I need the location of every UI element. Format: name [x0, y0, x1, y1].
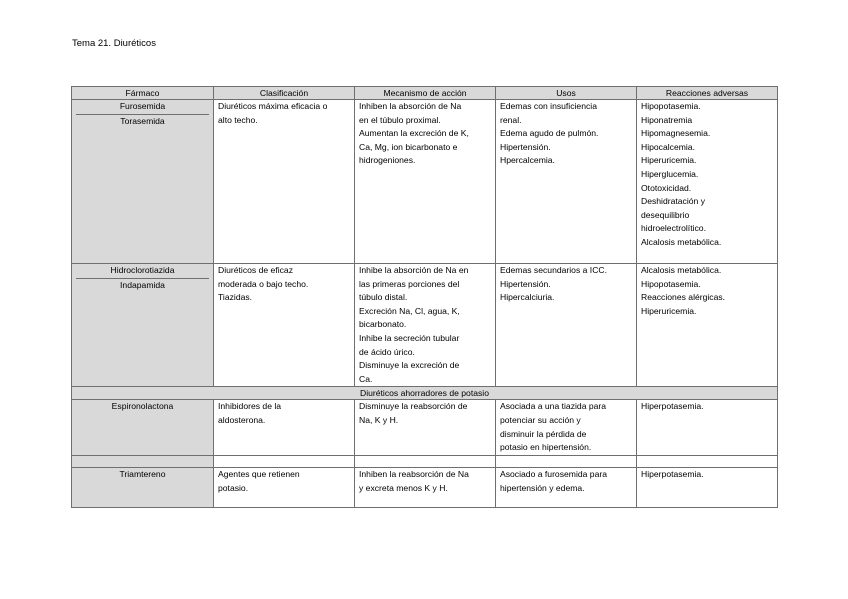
text-line: potasio en hipertensión.	[500, 442, 592, 453]
text-line: Na, K y H.	[359, 414, 399, 425]
clasificacion-cell	[214, 100, 355, 264]
header-reacciones: Reacciones adversas	[637, 87, 778, 100]
drug-cell	[72, 400, 214, 456]
text-line: potenciar su acción y	[500, 414, 581, 425]
table-row	[72, 468, 778, 508]
text-line: las primeras porciones del	[359, 278, 460, 289]
spacer-row	[72, 456, 778, 468]
text-line: Reacciones alérgicas.	[641, 292, 726, 303]
empty-cell	[214, 456, 355, 468]
text-line: Inhibe la absorción de Na en	[359, 265, 469, 275]
usos-cell	[496, 100, 637, 264]
text-line: Hpercalcemia.	[500, 155, 555, 166]
text-line: disminuir la pérdida de	[500, 428, 587, 439]
clasificacion-cell	[214, 264, 355, 387]
text-line: Diuréticos máxima eficacia o	[218, 101, 328, 111]
reacciones-cell	[637, 264, 778, 387]
text-line: bicarbonato.	[359, 319, 407, 330]
text-line: alto techo.	[218, 114, 258, 125]
mecanismo-cell	[355, 264, 496, 387]
drug-cell	[72, 456, 214, 468]
text-line: Hipertensión.	[500, 141, 551, 152]
text-line: de ácido úrico.	[359, 346, 415, 357]
reacciones-cell	[637, 400, 778, 456]
usos-cell	[496, 468, 637, 508]
text-line: Hipocalcemia.	[641, 141, 695, 152]
text-line: Hipomagnesemia.	[641, 128, 711, 139]
text-line: Ca.	[359, 373, 373, 384]
text-line: en el túbulo proximal.	[359, 114, 441, 125]
text-line: y excreta menos K y H.	[359, 482, 448, 493]
text-line: Asociada a una tiazida para	[500, 401, 607, 412]
text-line: Edemas con insuficiencia	[500, 101, 597, 111]
text-line: Diuréticos de eficaz	[218, 265, 293, 275]
drug-cell	[72, 468, 214, 508]
mecanismo-cell	[355, 400, 496, 456]
text-line: Tiazidas.	[218, 292, 253, 303]
text-line: Hiperpotasemia.	[641, 401, 704, 412]
header-clasificacion: Clasificación	[214, 87, 355, 100]
reacciones-cell	[637, 468, 778, 508]
header-mecanismo: Mecanismo de acción	[355, 87, 496, 100]
table-row	[72, 100, 778, 264]
diuretics-table	[71, 86, 778, 508]
header-row	[72, 87, 778, 100]
text-line: Excreción Na, Cl, agua, K,	[359, 305, 460, 316]
drug-name: Hidroclorotiazida	[76, 264, 209, 279]
text-line: Hipertensión.	[500, 278, 551, 289]
text-line: potasio.	[218, 482, 249, 493]
text-line: Inhibidores de la	[218, 401, 282, 412]
clasificacion-cell	[214, 400, 355, 456]
text-line: Agentes que retienen	[218, 469, 300, 480]
text-line: Deshidratación y	[641, 196, 706, 207]
text-line: Hipopotasemia.	[641, 278, 701, 289]
clasificacion-cell	[214, 468, 355, 508]
text-line: hidroelectrolítico.	[641, 223, 706, 234]
drug-name: Furosemida	[76, 100, 209, 115]
drug-name: Torasemida	[120, 115, 165, 126]
text-line: Disminuye la excreción de	[359, 360, 460, 371]
text-line: Inhiben la absorción de Na	[359, 101, 462, 111]
text-line: Hiperuricemia.	[641, 305, 697, 316]
drug-name: Indapamida	[120, 279, 165, 290]
text-line: Ca, Mg, ion bicarbonato e	[359, 141, 458, 152]
table-row	[72, 264, 778, 387]
text-line: Inhibe la secreción tubular	[359, 332, 460, 343]
text-line: Ototoxicidad.	[641, 182, 692, 193]
text-line: desequilibrio	[641, 209, 690, 220]
text-line: Hipercalciuria.	[500, 292, 555, 303]
empty-cell	[637, 456, 778, 468]
text-line: Asociado a furosemida para	[500, 469, 608, 480]
text-line: moderada o bajo techo.	[218, 278, 309, 289]
text-line: Inhiben la reabsorción de Na	[359, 469, 469, 480]
usos-cell	[496, 400, 637, 456]
text-line: hipertensión y edema.	[500, 482, 585, 493]
empty-cell	[496, 456, 637, 468]
text-line: Hiponatremia	[641, 114, 693, 125]
text-line: Hiperpotasemia.	[641, 469, 704, 480]
page-title: Tema 21. Diuréticos	[72, 38, 156, 49]
empty-cell	[355, 456, 496, 468]
text-line: Hipopotasemia.	[641, 101, 701, 111]
text-line: Hiperglucemia.	[641, 168, 699, 179]
text-line: Edema agudo de pulmón.	[500, 128, 599, 139]
text-line: Disminuye la reabsorción de	[359, 401, 468, 412]
section-row	[72, 387, 778, 400]
header-farmaco: Fármaco	[72, 87, 214, 100]
header-usos: Usos	[496, 87, 637, 100]
text-line: aldosterona.	[218, 414, 266, 425]
drug-name: Espironolactona	[111, 401, 174, 412]
text-line: Aumentan la excreción de K,	[359, 128, 469, 139]
mecanismo-cell	[355, 468, 496, 508]
mecanismo-cell	[355, 100, 496, 264]
text-line: Alcalosis metabólica.	[641, 236, 722, 247]
drug-cell	[72, 100, 214, 264]
table-row	[72, 400, 778, 456]
text-line: Edemas secundarios a ICC.	[500, 265, 607, 275]
reacciones-cell	[637, 100, 778, 264]
text-line: renal.	[500, 114, 522, 125]
usos-cell	[496, 264, 637, 387]
drug-name: Triamtereno	[119, 469, 166, 480]
text-line: túbulo distal.	[359, 292, 408, 303]
text-line: Alcalosis metabólica.	[641, 265, 722, 275]
drug-cell	[72, 264, 214, 387]
text-line: Hiperuricemia.	[641, 155, 697, 166]
text-line: hidrogeniones.	[359, 155, 416, 166]
section-title: Diuréticos ahorradores de potasio	[72, 387, 778, 400]
